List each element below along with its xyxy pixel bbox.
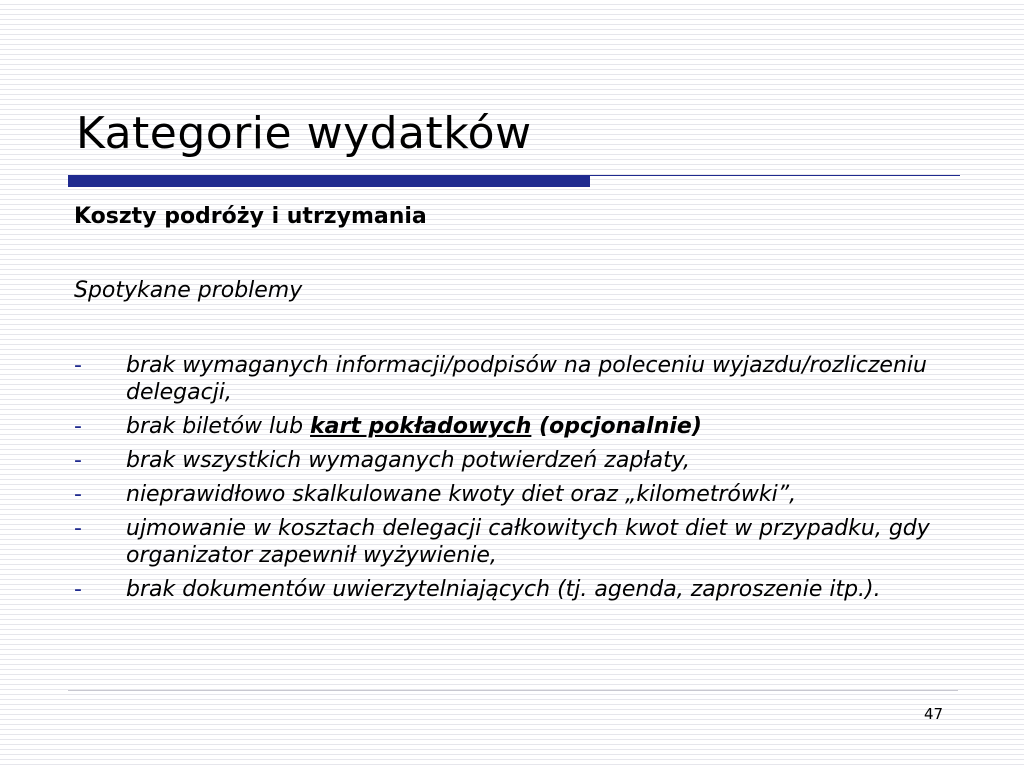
list-item	[74, 447, 954, 474]
bullet-dash: -	[74, 482, 82, 507]
list-item	[74, 481, 954, 508]
list-item-text: brak dokumentów uwierzytelniających (tj. agenda, zaproszenie itp.).	[126, 577, 881, 602]
page-number: 47	[924, 705, 944, 723]
list-item-emphasis: kart pokładowych	[310, 414, 532, 439]
list-item-text: brak wszystkich wymaganych potwierdzeń zapłaty,	[126, 448, 691, 473]
list-item	[74, 576, 954, 603]
bullet-dash: -	[74, 414, 82, 439]
list-item-text: nieprawidłowo skalkulowane kwoty diet oraz „kilometrówki”,	[126, 482, 797, 507]
section-label: Spotykane problemy	[74, 278, 303, 303]
bullet-dash: -	[74, 577, 82, 602]
footer-divider	[68, 690, 958, 691]
title-underline-thick	[68, 175, 590, 187]
list-item	[74, 515, 954, 569]
list-item-text: brak wymaganych informacji/podpisów na poleceniu wyjazdu/rozliczeniu delegacji,	[126, 353, 927, 405]
bullet-dash: -	[74, 448, 82, 473]
title-underline-thin	[590, 175, 960, 176]
list-item	[74, 413, 954, 440]
problem-list	[74, 352, 954, 610]
subheading: Koszty podróży i utrzymania	[74, 204, 427, 229]
list-item-text: ujmowanie w kosztach delegacji całkowitych kwot diet w przypadku, gdy organizator zapewnił wyżywienie,	[126, 516, 930, 568]
list-item-text: brak biletów lub	[126, 414, 311, 439]
bullet-dash: -	[74, 353, 82, 378]
list-item	[74, 352, 954, 406]
slide-title: Kategorie wydatków	[76, 108, 532, 159]
bullet-dash: -	[74, 516, 82, 541]
list-item-bold-note: (opcjonalnie)	[531, 414, 702, 439]
